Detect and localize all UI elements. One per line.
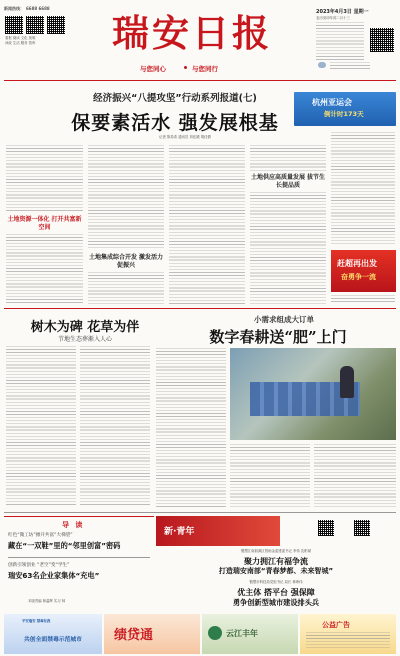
guide-label: 导 读 xyxy=(62,521,85,529)
ad-public-service[interactable] xyxy=(300,614,396,654)
qr-code-left-3 xyxy=(47,16,65,34)
feature-headline1b: 打造瑞安南部“青春梦都、未来智城” xyxy=(218,567,334,575)
banner-below-text xyxy=(331,295,395,304)
feature-qr-1 xyxy=(318,520,334,536)
slogan-left: 与您同心 xyxy=(140,65,166,73)
story3-kicker: 小需求组成大订单 xyxy=(254,315,314,324)
lead-sub1: 土地资源一体化 打开共富新空间 xyxy=(7,216,82,231)
ad-loan-text: 绩贷通 xyxy=(114,628,154,643)
issue-date: 2023年4月3日 星期一 xyxy=(316,9,369,15)
catch-up-line1: 赶超再出发 xyxy=(337,259,377,268)
qr-code-left-2 xyxy=(26,16,44,34)
catch-up-line2: 奋勇争一流 xyxy=(341,273,376,281)
feature-qr-2 xyxy=(354,520,370,536)
lead-col1-text-b xyxy=(6,234,83,304)
ad-anti-drug-top: 平安瑞安 禁毒有我 xyxy=(22,619,51,623)
lead-col1-text-a xyxy=(6,145,83,211)
feature-box xyxy=(156,516,396,612)
feature-headline2b: 勇争创新型城市建设排头兵 xyxy=(232,598,320,607)
asian-games-banner xyxy=(294,92,396,126)
weather-icon xyxy=(318,62,326,68)
masthead-links-1: 看报 阅读 文化 视频 xyxy=(5,36,36,40)
ad-harvest-text: 云江丰年 xyxy=(226,629,258,638)
lead-col5-text xyxy=(331,132,395,244)
story2-headline: 树木为碑 花草为伴 xyxy=(30,320,140,335)
story2-col1-text xyxy=(6,346,76,506)
story3-col2-text xyxy=(230,444,310,508)
asian-games-line1: 杭州亚运会 xyxy=(312,98,352,107)
ad-public-service-text: 公益广告 xyxy=(322,621,350,629)
guide-item1-kicker: 红色“微工坊”掀开共富“大梯望” xyxy=(8,533,73,538)
lead-col4-text-a xyxy=(250,145,326,171)
masthead-rule xyxy=(4,80,396,81)
lead-sub3: 土地供应高质量发展 拔节生长提品质 xyxy=(250,174,326,189)
feature-header-strip xyxy=(156,516,280,546)
ad-harvest[interactable] xyxy=(202,614,298,654)
ad-anti-drug[interactable] xyxy=(4,614,102,654)
middle-rule xyxy=(4,512,396,513)
slogan-right: 与您同行 xyxy=(192,65,218,73)
feature-kicker2: 锻塑市科技局党组书记 局长 林珍伟 xyxy=(249,580,303,584)
masthead-links-2: 问政 生活 服务 智库 xyxy=(5,41,36,45)
masthead-info-text xyxy=(316,22,364,60)
lead-kicker: 经济振兴“八提攻坚”行动系列报道(七) xyxy=(93,93,257,104)
guide-divider xyxy=(8,557,150,558)
ad-anti-drug-text: 共创全面禁毒示范城市 xyxy=(24,637,82,643)
newspaper-logo: 瑞安日报 xyxy=(112,11,272,55)
lead-headline: 保要素活水 强发展根基 xyxy=(71,112,279,134)
lead-col3-text xyxy=(169,145,245,304)
feature-kicker1: 锻塑江南韵源区管助金委建委书记 李伟 沈彬斌 xyxy=(241,549,311,553)
story3-photo xyxy=(230,348,396,440)
qr-code-right xyxy=(370,28,394,52)
lunar-date: 农历癸卯年闰二月十三 xyxy=(316,16,350,20)
guide-box xyxy=(4,516,154,612)
guide-item1-headline: 藏在“一双鞋”里的“邻里创富”密码 xyxy=(8,541,121,550)
story3-col3-text xyxy=(314,444,396,508)
story3-headline: 数字春耕送“肥”上门 xyxy=(209,328,347,346)
ad-loan[interactable] xyxy=(104,614,200,654)
catch-up-banner xyxy=(331,250,396,292)
guide-meta: 本版责编 林温辉 实习 林 xyxy=(28,599,66,603)
guide-item2-headline: 瑞安63名企业家集体“充电” xyxy=(8,571,100,580)
feature-tag: 新·青年 xyxy=(164,527,195,537)
slogan-dot xyxy=(184,66,187,69)
story3-col1-text xyxy=(156,348,226,508)
lead-col4-text-b xyxy=(250,192,326,304)
hotline-number: 6688 6688 xyxy=(26,6,50,11)
masthead xyxy=(0,0,400,82)
story2-subhead: 节地生态葬渐入人心 xyxy=(57,336,112,343)
photo-worker xyxy=(340,366,354,398)
ad-public-service-lines xyxy=(306,632,390,650)
story2-col2-text xyxy=(80,346,150,506)
hotline-label: 新闻热线： xyxy=(4,6,24,11)
lead-rule xyxy=(4,308,396,309)
lead-byline: 记者 陈希希 通讯员 刘佳媛 胡佳倩 xyxy=(159,135,211,139)
lead-sub2: 土地集成综合开发 激发活力促振兴 xyxy=(88,254,164,269)
feature-headline1: 聚力拥江有福争流 xyxy=(244,557,308,566)
qr-code-left-1 xyxy=(5,16,23,34)
lead-col2-text-a xyxy=(88,145,164,249)
asian-games-line2: 倒计时173天 xyxy=(324,110,364,118)
feature-headline2: 优主体 搭平台 强保障 xyxy=(237,588,315,597)
lead-col2-text-b xyxy=(88,272,164,304)
guide-item2-kicker: 创新引领创业 “老空”变“学生” xyxy=(8,563,70,568)
weather-text xyxy=(330,62,370,70)
ad-harvest-icon xyxy=(208,626,222,640)
